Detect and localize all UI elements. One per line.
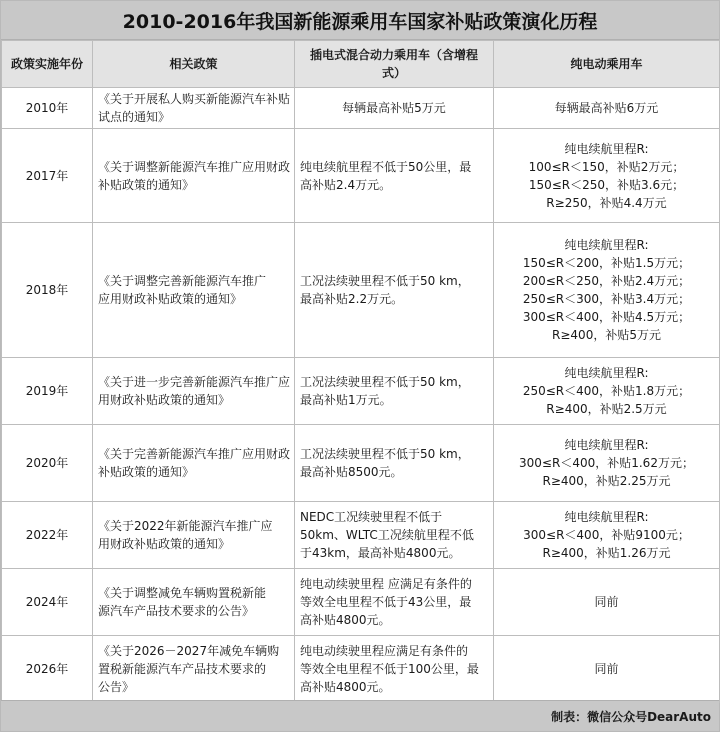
cell-year: 2010年 — [2, 88, 93, 129]
page-title: 2010-2016年我国新能源乘用车国家补贴政策演化历程 — [1, 1, 719, 40]
cell-policy — [93, 636, 295, 703]
cell-bev — [494, 358, 720, 425]
cell-year: 2017年 — [2, 129, 93, 223]
cell-policy — [93, 358, 295, 425]
cell-phev-line: 高补贴2.4万元。 — [300, 177, 392, 192]
cell-policy-line: 《关于2026－2027年减免车辆购 — [98, 644, 280, 658]
cell-bev-line: R≥400，补贴5万元 — [552, 328, 661, 342]
cell-phev — [295, 569, 494, 636]
cell-policy — [93, 502, 295, 569]
cell-phev-line: 最高补贴1万元。 — [300, 393, 392, 407]
cell-phev-line: 纯电续航里程不低于50公里，最 — [300, 159, 472, 174]
cell-policy-line: 公告》 — [98, 680, 135, 694]
cell-bev-line: 每辆最高补贴6万元 — [554, 101, 659, 115]
cell-policy-line: 补贴政策的通知》 — [98, 177, 195, 192]
cell-policy — [93, 223, 295, 358]
cell-phev-line: 工况法续驶里程不低于50 km， — [300, 375, 470, 389]
cell-bev — [494, 129, 720, 223]
table-row — [2, 129, 720, 223]
table-row — [2, 358, 720, 425]
cell-policy-line: 应用财政补贴政策的通知》 — [98, 292, 243, 306]
cell-policy-line: 《关于进一步完善新能源汽车推广应 — [98, 375, 291, 389]
cell-phev-line: 高补贴4800元。 — [300, 680, 391, 694]
cell-policy-line: 《关于调整完善新能源汽车推广 — [98, 274, 267, 288]
cell-year: 2024年 — [2, 569, 93, 636]
cell-policy — [93, 569, 295, 636]
cell-policy — [93, 129, 295, 223]
cell-phev-line: 工况法续驶里程不低于50 km， — [300, 274, 470, 288]
cell-policy-line: 源汽车产品技术要求的公告》 — [98, 604, 255, 618]
cell-policy-line: 试点的通知》 — [98, 110, 171, 124]
cell-bev-line: 250≤R＜300，补贴3.4万元； — [522, 292, 691, 306]
cell-phev-line: 等效全电里程不低于100公里，最 — [300, 662, 479, 676]
table-row — [2, 502, 720, 569]
cell-phev — [295, 502, 494, 569]
cell-phev-line: 50km、WLTC工况续航里程不低 — [300, 528, 474, 542]
cell-bev-line: 同前 — [594, 595, 619, 609]
cell-policy-line: 《关于调整新能源汽车推广应用财政 — [98, 159, 291, 174]
cell-phev — [295, 223, 494, 358]
cell-bev-line: 300≤R＜400，补贴1.62万元； — [519, 456, 694, 470]
cell-bev — [494, 636, 720, 703]
header-year: 政策实施年份 — [2, 41, 93, 88]
cell-policy-line: 《关于完善新能源汽车推广应用财政 — [98, 447, 291, 461]
cell-phev-line: 等效全电里程不低于43公里，最 — [300, 595, 472, 609]
table-row — [2, 569, 720, 636]
cell-phev — [295, 129, 494, 223]
cell-bev-line: R≥400，补贴1.26万元 — [542, 546, 671, 560]
cell-bev-line: 300≤R＜400，补贴4.5万元； — [522, 310, 691, 324]
cell-bev — [494, 569, 720, 636]
cell-bev-line: 同前 — [594, 662, 619, 676]
cell-year: 2018年 — [2, 223, 93, 358]
cell-bev-line: 150≤R＜200，补贴1.5万元； — [522, 256, 691, 270]
cell-phev — [295, 425, 494, 502]
cell-bev-line: 150≤R＜250，补贴3.6元； — [528, 177, 685, 192]
table-row — [2, 88, 720, 129]
cell-bev-line: 纯电续航里程R: — [564, 141, 649, 156]
cell-policy-line: 用财政补贴政策的通知》 — [98, 393, 231, 407]
cell-year: 2022年 — [2, 502, 93, 569]
cell-bev-line: 300≤R＜400，补贴9100元； — [523, 528, 690, 542]
cell-policy-line: 置税新能源汽车产品技术要求的 — [98, 662, 267, 676]
header-phev-line: 式） — [381, 66, 406, 80]
cell-bev-line: 纯电续航里程R: — [564, 438, 649, 452]
cell-year: 2019年 — [2, 358, 93, 425]
cell-policy-line: 《关于开展私人购买新能源汽车补贴 — [98, 92, 291, 106]
cell-policy-line: 补贴政策的通知》 — [98, 465, 195, 479]
cell-bev — [494, 223, 720, 358]
cell-phev-line: 于43km，最高补贴4800元。 — [300, 546, 461, 560]
cell-bev-line: R≥250，补贴4.4万元 — [546, 195, 667, 210]
cell-bev-line: 100≤R＜150，补贴2万元； — [528, 159, 685, 174]
cell-policy — [93, 425, 295, 502]
cell-bev — [494, 425, 720, 502]
cell-phev-line: 高补贴4800元。 — [300, 613, 391, 627]
cell-bev — [494, 502, 720, 569]
cell-phev-line: 每辆最高补贴5万元 — [342, 101, 446, 115]
cell-phev-line: NEDC工况续驶里程不低于 — [300, 510, 443, 524]
cell-policy-line: 《关于调整减免车辆购置税新能 — [98, 586, 267, 600]
footer-credit: 制表：微信公众号DearAuto — [1, 700, 719, 731]
cell-phev-line: 纯电动续驶里程 应满足有条件的 — [300, 577, 472, 591]
header-bev: 纯电动乘用车 — [494, 41, 720, 88]
table-row — [2, 223, 720, 358]
cell-bev-line: 纯电续航里程R: — [564, 510, 649, 524]
cell-bev-line: 200≤R＜250，补贴2.4万元； — [522, 274, 691, 288]
cell-phev-line: 工况法续驶里程不低于50 km， — [300, 447, 470, 461]
cell-year: 2020年 — [2, 425, 93, 502]
cell-phev — [295, 358, 494, 425]
header-policy: 相关政策 — [93, 41, 295, 88]
cell-phev-line: 最高补贴2.2万元。 — [300, 292, 404, 306]
cell-bev — [494, 88, 720, 129]
table-header-row — [2, 41, 720, 88]
cell-policy — [93, 88, 295, 129]
cell-year: 2026年 — [2, 636, 93, 703]
cell-bev-line: 纯电续航里程R: — [564, 366, 649, 380]
cell-phev-line: 纯电动续驶里程应满足有条件的 — [300, 644, 469, 658]
header-phev — [295, 41, 494, 88]
cell-policy-line: 用财政补贴政策的通知》 — [98, 537, 231, 551]
cell-bev-line: 250≤R＜400，补贴1.8万元； — [522, 384, 691, 398]
table-body — [2, 88, 720, 703]
cell-policy-line: 《关于2022年新能源汽车推广应 — [98, 519, 273, 533]
cell-phev — [295, 636, 494, 703]
cell-phev-line: 最高补贴8500元。 — [300, 465, 403, 479]
table-row — [2, 425, 720, 502]
table-row — [2, 636, 720, 703]
cell-bev-line: R≥400，补贴2.5万元 — [546, 402, 667, 416]
policy-table — [1, 40, 720, 703]
cell-bev-line: R≥400，补贴2.25万元 — [542, 474, 671, 488]
cell-bev-line: 纯电续航里程R: — [564, 238, 649, 252]
header-phev-line: 插电式混合动力乘用车（含增程 — [309, 48, 478, 62]
cell-phev — [295, 88, 494, 129]
